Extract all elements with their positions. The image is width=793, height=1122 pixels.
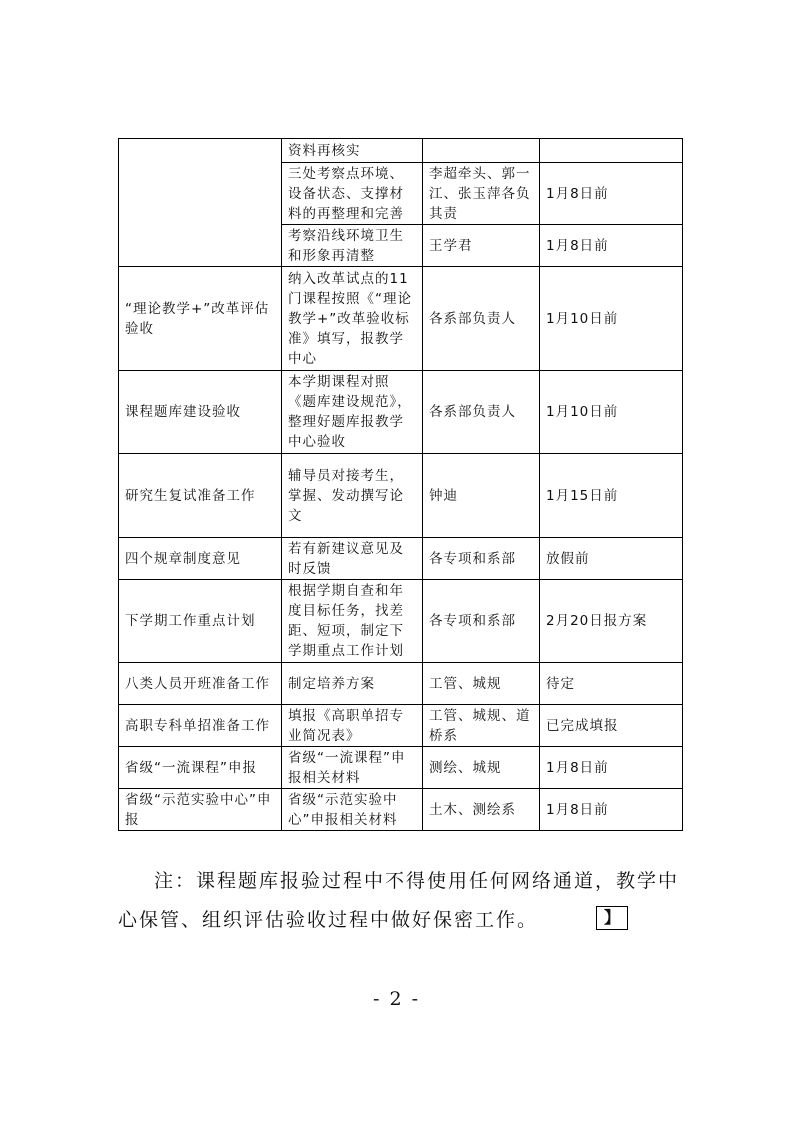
deadline-cell: 1月8日前 (540, 789, 683, 831)
deadline-cell: 1月8日前 (540, 747, 683, 789)
table-row (119, 139, 683, 163)
owner-cell: 各专项和系部 (423, 580, 540, 663)
owner-cell (423, 139, 540, 163)
page-number: - 2 - (372, 988, 420, 1010)
content-cell: 资料再核实 (282, 139, 423, 163)
deadline-cell: 放假前 (540, 538, 683, 580)
table-row (119, 267, 683, 371)
table-row (119, 538, 683, 580)
table-row (119, 747, 683, 789)
table-row (119, 371, 683, 454)
note-line-2: 心保管、组织评估验收过程中做好保密工作。 (118, 909, 539, 931)
deadline-cell: 1月8日前 (540, 163, 683, 225)
table-row (119, 663, 683, 705)
task-cell: 研究生复试准备工作 (119, 454, 282, 538)
content-cell: 若有新建议意见及时反馈 (282, 538, 423, 580)
note-line-1: 注：课程题库报验过程中不得使用任何网络通道，教学中 (154, 870, 680, 892)
deadline-cell (540, 139, 683, 163)
content-cell: 辅导员对接考生，掌握、发动撰写论文 (282, 454, 423, 538)
task-cell: 省级“一流课程”申报 (119, 747, 282, 789)
task-cell: 课程题库建设验收 (119, 371, 282, 454)
deadline-cell: 已完成填报 (540, 705, 683, 747)
owner-cell: 各系部负责人 (423, 371, 540, 454)
task-cell (119, 139, 282, 267)
task-cell: 省级“示范实验中心”申报 (119, 789, 282, 831)
deadline-cell: 2月20日报方案 (540, 580, 683, 663)
owner-cell: 各系部负责人 (423, 267, 540, 371)
owner-cell: 李超牵头、郭一江、张玉萍各负其责 (423, 163, 540, 225)
content-cell: 省级“一流课程”申报相关材料 (282, 747, 423, 789)
owner-cell: 工管、城规 (423, 663, 540, 705)
deadline-cell: 1月10日前 (540, 371, 683, 454)
deadline-cell: 待定 (540, 663, 683, 705)
owner-cell: 钟迪 (423, 454, 540, 538)
content-cell: 考察沿线环境卫生和形象再清整 (282, 225, 423, 267)
table-row (119, 580, 683, 663)
deadline-cell: 1月10日前 (540, 267, 683, 371)
task-cell: 八类人员开班准备工作 (119, 663, 282, 705)
deadline-cell: 1月8日前 (540, 225, 683, 267)
content-cell: 纳入改革试点的11门课程按照《“理论教学+”改革验收标准》填写，报教学中心 (282, 267, 423, 371)
content-cell: 填报《高职单招专业简况表》 (282, 705, 423, 747)
closing-bracket-box: 】 (596, 906, 628, 930)
content-cell: 根据学期自查和年度目标任务，找差距、短项，制定下学期重点工作计划 (282, 580, 423, 663)
owner-cell: 王学君 (423, 225, 540, 267)
task-cell: 四个规章制度意见 (119, 538, 282, 580)
task-cell: “理论教学+”改革评估验收 (119, 267, 282, 371)
work-schedule-table (118, 138, 683, 831)
table-row (119, 454, 683, 538)
table-row (119, 789, 683, 831)
owner-cell: 各专项和系部 (423, 538, 540, 580)
owner-cell: 测绘、城规 (423, 747, 540, 789)
task-cell: 下学期工作重点计划 (119, 580, 282, 663)
task-cell: 高职专科单招准备工作 (119, 705, 282, 747)
content-cell: 省级“示范实验中心”申报相关材料 (282, 789, 423, 831)
table-row (119, 705, 683, 747)
content-cell: 制定培养方案 (282, 663, 423, 705)
owner-cell: 工管、城规、道桥系 (423, 705, 540, 747)
owner-cell: 土木、测绘系 (423, 789, 540, 831)
deadline-cell: 1月15日前 (540, 454, 683, 538)
content-cell: 本学期课程对照《题库建设规范》，整理好题库报教学中心验收 (282, 371, 423, 454)
content-cell: 三处考察点环境、设备状态、支撑材料的再整理和完善 (282, 163, 423, 225)
